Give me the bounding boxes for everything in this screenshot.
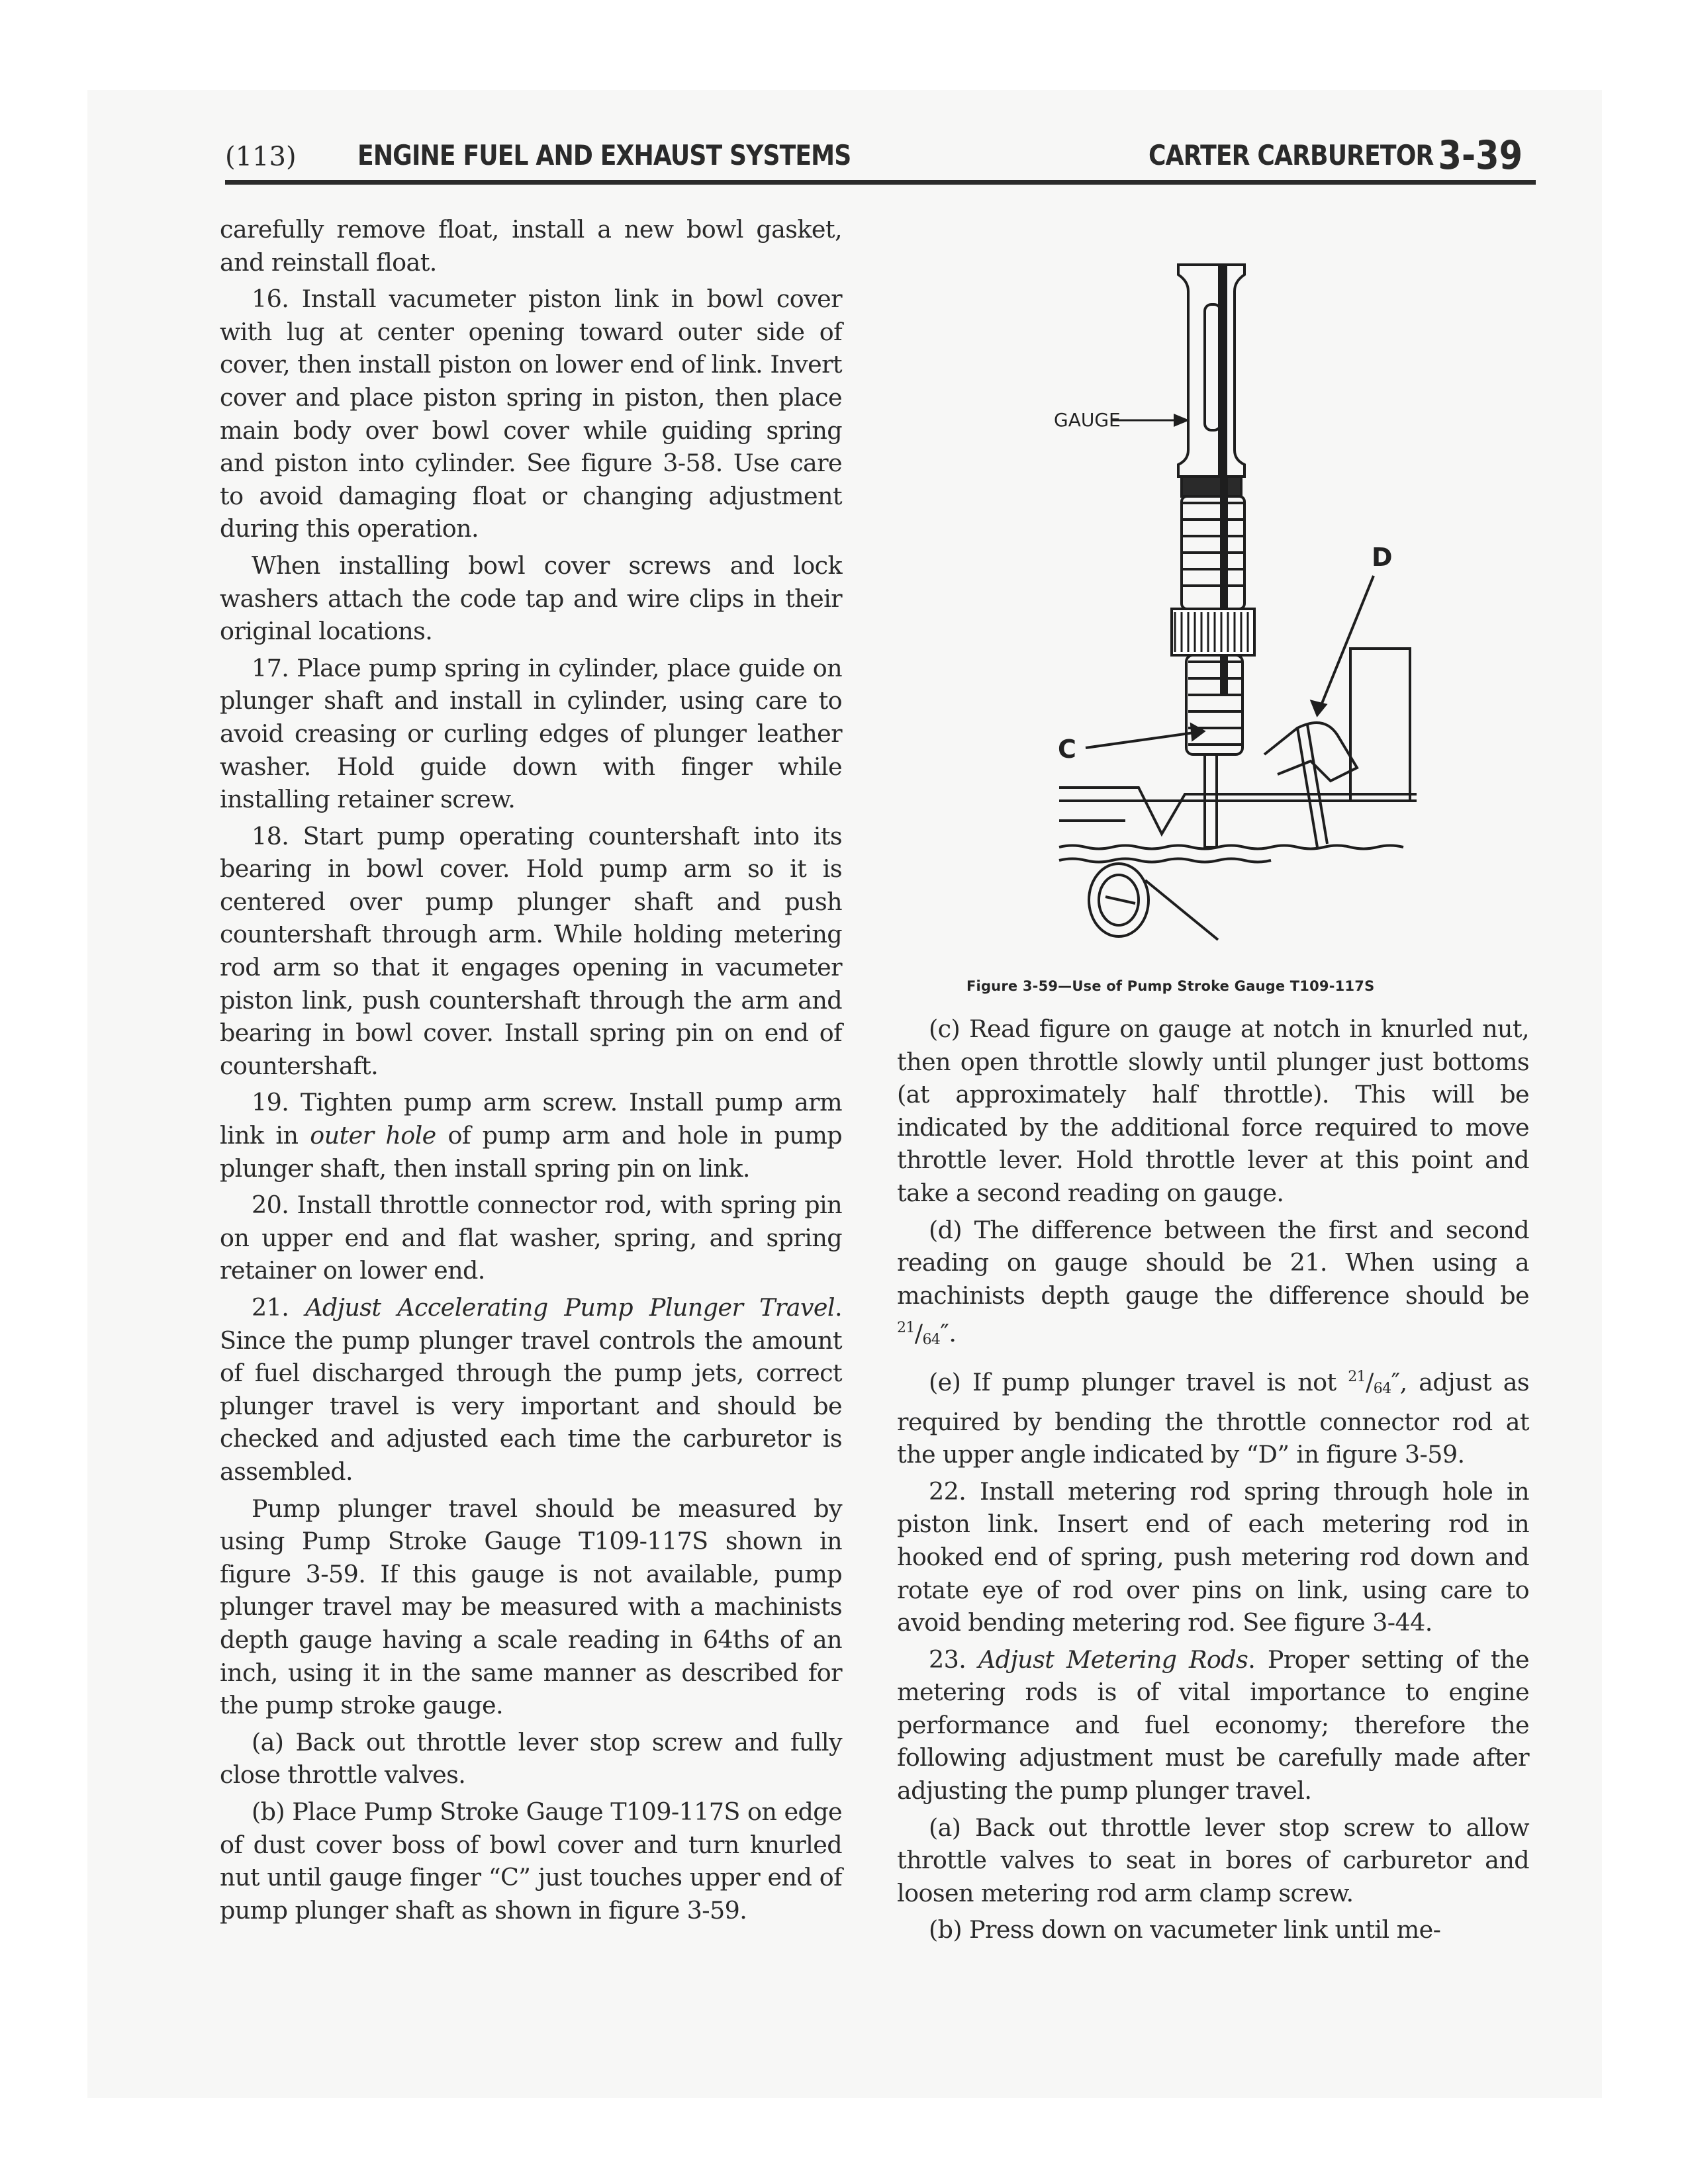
- step-16: 16. Install vacumeter piston link in bowl cover with lug at center opening toward outer side of cover, then install piston on lower end of link. Invert cover and place piston spring in piston, then place main body over bowl cover while guiding spring and piston into cylinder. See figure 3-58. Use care to avoid damaging float or changing adjustment during this operation.: [220, 285, 842, 543]
- step-19-text: 19. Tighten pump arm screw. Install pump arm link in: [220, 1088, 842, 1150]
- paragraph-bowl-cover-screws: When installing bowl cover screws and lock washers attach the code tap and wire clips in their original locations.: [220, 551, 842, 646]
- step-21-d-text: (d) The difference between the first and second reading on gauge should be 21. When using a machinists depth gauge the difference should be: [897, 1215, 1529, 1310]
- inch-mark: ″.: [940, 1319, 957, 1348]
- paragraph-pump-plunger-travel: Pump plunger travel should be measured by using Pump Stroke Gauge T109-117S shown in figure 3-59. If this gauge is not available, pump plunger travel may be measured with a machinists depth gauge having a scale reading in 64ths of an inch, using it in the same manner as described for the pump stroke gauge.: [220, 1494, 842, 1720]
- step-18: 18. Start pump operating countershaft into its bearing in bowl cover. Hold pump arm so it is centered over pump plunger shaft and push countershaft through arm. While holding metering rod arm so that it engages opening in vacumeter piston link, push countershaft through the arm and bearing in bowl cover. Install spring pin on end of countershaft.: [220, 821, 842, 1080]
- step-21-text: . Since the pump plunger travel controls the amount of fuel discharged through the pump jets, correct plunger travel is very important and should be checked and adjusted each time the carburetor is assembled.: [220, 1293, 843, 1486]
- step-23-number: 23.: [929, 1645, 978, 1674]
- step-23-a: (a) Back out throttle lever stop screw to allow throttle valves to seat in bores of carburetor and loosen metering rod arm clamp screw.: [897, 1813, 1529, 1907]
- step-23-heading: Adjust Metering Rods: [978, 1645, 1248, 1674]
- page-number: 3-39: [1438, 132, 1523, 179]
- step-19-text-end: of pump arm and hole in pump plunger shaft, then install spring pin on link.: [220, 1121, 842, 1183]
- right-column: [897, 1013, 1529, 1950]
- step-21-d: (d) The difference between the first and second reading on gauge should be 21. When using a machinists depth gauge the difference should be $^{21}$/64″.: [897, 1215, 1529, 1349]
- left-column: [220, 213, 842, 1931]
- step-21-b: (b) Place Pump Stroke Gauge T109-117S on edge of dust cover boss of bowl cover and turn knurled nut until gauge finger “C” just touches upper end of pump plunger shaft as shown in figure 3-59.: [220, 1797, 842, 1925]
- step-21-e-text-end: ″, adjust as required by bending the throttle connector rod at the upper angle indicated by “D” in figure 3-59.: [897, 1367, 1529, 1469]
- step-22: 22. Install metering rod spring through hole in piston link. Insert end of each metering rod in hooked end of spring, push metering rod down and rotate eye of rod over pins on link, using care to avoid bending metering rod. See figure 3-44.: [897, 1477, 1529, 1637]
- fraction-denominator: 64: [922, 1332, 941, 1349]
- step-21: [220, 1291, 842, 1488]
- step-21-e: (e) If pump plunger travel is not $^{21}$/64″, adjust as required by bending the throttle connector rod at the upper angle indicated by “D” in figure 3-59.: [897, 1367, 1529, 1469]
- step-23-text: . Proper setting of the metering rods is of vital importance to engine performance and fuel economy; therefore the following adjustment must be carefully made after adjusting the pump plunger travel.: [897, 1645, 1529, 1805]
- pump-stroke-gauge-drawing: [1046, 251, 1417, 946]
- step-20: 20. Install throttle connector rod, with spring pin on upper end and flat washer, spring, and spring retainer on lower end.: [220, 1191, 842, 1285]
- topic-title: CARTER CARBURETOR: [1149, 139, 1434, 171]
- step-23: [897, 1643, 1529, 1807]
- label-gauge: GAUGE: [1054, 409, 1121, 431]
- paragraph: carefully remove float, install a new bowl gasket, and reinstall float.: [220, 215, 842, 277]
- figure-caption: Figure 3-59—Use of Pump Stroke Gauge T109-117S: [966, 978, 1375, 994]
- label-d: D: [1372, 543, 1393, 572]
- step-19: [220, 1086, 842, 1185]
- step-21-number: 21.: [252, 1293, 306, 1322]
- step-19-emphasis: outer hole: [310, 1121, 436, 1150]
- page-header: [225, 132, 1536, 185]
- page-number-paren: (113): [225, 142, 297, 172]
- step-21-a: (a) Back out throttle lever stop screw and fully close throttle valves.: [220, 1727, 842, 1790]
- figure-3-59-illustration: [1046, 251, 1417, 946]
- section-title: ENGINE FUEL AND EXHAUST SYSTEMS: [357, 139, 851, 171]
- fraction-numerator: 21: [1348, 1368, 1366, 1385]
- step-21-e-text: (e) If pump plunger travel is not: [929, 1367, 1348, 1396]
- step-23-b: (b) Press down on vacumeter link until me-: [929, 1915, 1441, 1944]
- header-rule: [225, 180, 1536, 185]
- label-c: C: [1058, 735, 1076, 764]
- step-21-heading: Adjust Accelerating Pump Plunger Travel: [305, 1293, 835, 1322]
- step-21-c: (c) Read figure on gauge at notch in knurled nut, then open throttle slowly until plunger just bottoms (at approximately half throttle). This will be indicated by the additional force required to move throttle lever. Hold throttle lever at this point and take a second reading on gauge.: [897, 1015, 1529, 1207]
- step-17: 17. Place pump spring in cylinder, place guide on plunger shaft and install in cylinder, using care to avoid creasing or curling edges of plunger leather washer. Hold guide down with finger while installing retainer screw.: [220, 653, 842, 814]
- fraction-denominator: 64: [1373, 1380, 1391, 1397]
- fraction-numerator: 21: [897, 1320, 915, 1337]
